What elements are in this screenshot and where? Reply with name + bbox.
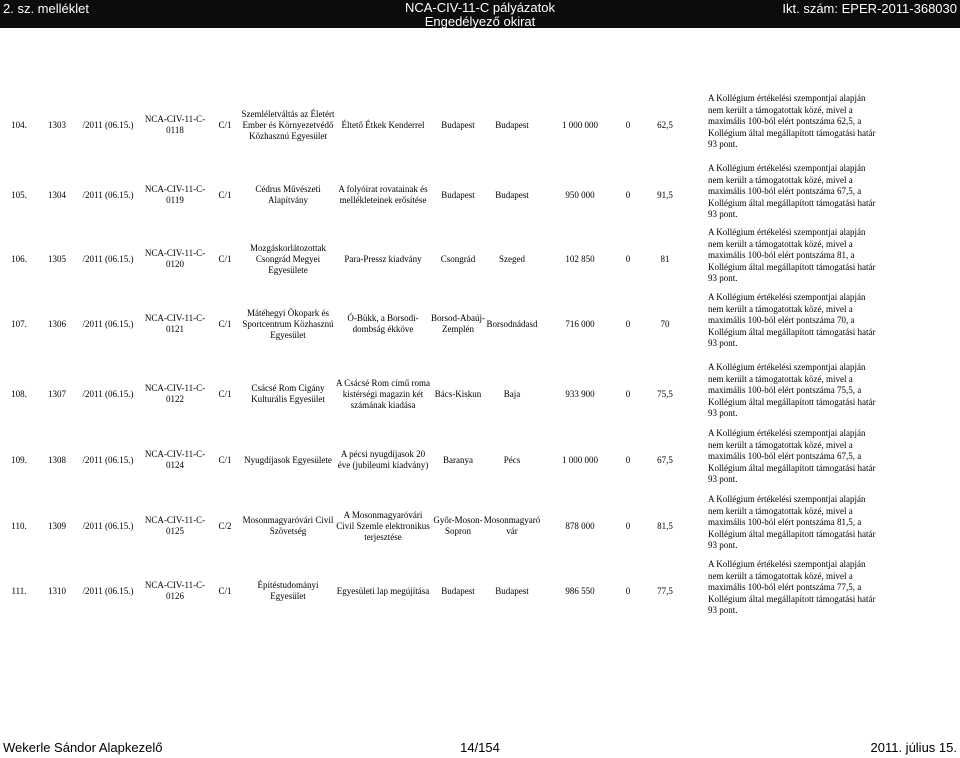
granted-amount: 0 [625,520,631,531]
applicant-name: Cédrus Művészeti Alapítvány [255,184,321,205]
project-title: Para-Pressz kiadvány [344,253,422,264]
page-number: 14/154 [460,740,500,755]
decision-note: A Kollégium értékelési szempontjai alapján nem került a támogatottak közé, mivel a maximális 100-ból elért pontszáma 77,5, a Kollégium által megállapított támogatási határ 93 pont. [708,559,876,615]
decision-note: A Kollégium értékelési szempontjai alapján nem került a támogatottak közé, mivel a maximális 100-ból elért pontszáma 75,5, a Kollégium által megállapított támogatási határ 93 pont. [708,362,876,418]
registry-id: 1309 [48,520,66,531]
score: 81 [660,253,670,264]
row-number: 107. [11,318,27,329]
registry-id: 1307 [48,388,66,399]
registry-date: /2011 (06.15.) [82,253,134,264]
row-number: 105. [11,189,27,200]
footer-organization: Wekerle Sándor Alapkezelő [3,740,163,755]
row-number: 108. [11,388,27,399]
registry-id: 1310 [48,585,66,596]
application-code: NCA-CIV-11-C- 0118 [144,114,206,135]
applicant-name: Csácsé Rom Cigány Kulturális Egyesület [251,383,325,404]
call-type: C/1 [218,318,232,329]
city: Budapest [495,585,529,596]
table-row [0,495,960,557]
call-type: C/1 [218,253,232,264]
title-line-1: NCA-CIV-11-C pályázatok [404,0,556,15]
applicant-name: Nyugdíjasok Egyesülete [244,454,332,465]
requested-amount: 950 000 [565,189,595,200]
file-number: Ikt. szám: EPER-2011-368030 [782,1,957,16]
granted-amount: 0 [625,585,631,596]
call-type: C/1 [218,454,232,465]
score: 81,5 [657,520,673,531]
county: Budapest [441,585,475,596]
page-header [0,0,960,28]
decision-note: A Kollégium értékelési szempontjai alapján nem került a támogatottak közé, mivel a maximális 100-ból elért pontszáma 67,5, a Kollégium által megállapított támogatási határ 93 pont. [708,163,876,219]
registry-date: /2011 (06.15.) [82,454,134,465]
application-code: NCA-CIV-11-C- 0119 [144,184,206,205]
city: Mosonmagyaró vár [483,515,541,536]
registry-date: /2011 (06.15.) [82,520,134,531]
project-title: A pécsi nyugdíjasok 20 éve (jubileumi kiadvány) [337,449,429,470]
applicant-name: Szemléletváltás az Életért Ember és Környezetvédő Közhasznú Egyesület [241,108,335,141]
granted-amount: 0 [625,253,631,264]
project-title: Ó-Bükk, a Borsodi-dombság ékköve [347,313,419,334]
application-code: NCA-CIV-11-C- 0124 [144,449,206,470]
score: 67,5 [657,454,673,465]
score: 62,5 [657,119,673,130]
county: Győr-Moson-Sopron [433,515,483,536]
applicant-name: Mátéhegyi Ökopark és Sportcentrum Közhasznú Egyesület [242,307,334,340]
table-row [0,363,960,425]
footer-date: 2011. július 15. [870,740,957,755]
row-number: 111. [11,585,27,596]
county: Csongrád [440,253,476,264]
county: Bács-Kiskun [434,388,482,399]
table-row [0,164,960,226]
project-title: A folyóirat rovatainak és mellékleteinek erősítése [338,184,428,205]
page-footer [0,738,960,758]
decision-note: A Kollégium értékelési szempontjai alapján nem került a támogatottak közé, mivel a maximális 100-ból elért pontszáma 67,5, a Kollégium által megállapított támogatási határ 93 pont. [708,428,876,484]
table-row [0,560,960,622]
registry-id: 1303 [48,119,66,130]
city: Borsodnádasd [486,318,538,329]
granted-amount: 0 [625,318,631,329]
application-code: NCA-CIV-11-C- 0120 [144,248,206,269]
project-title: Éltető Étkek Kenderrel [341,119,425,130]
project-title: A Csácsé Rom című roma kistérségi magazin két számának kiadása [336,377,430,410]
score: 77,5 [657,585,673,596]
row-number: 109. [11,454,27,465]
registry-id: 1304 [48,189,66,200]
project-title: Egyesületi lap megújítása [336,585,430,596]
registry-date: /2011 (06.15.) [82,585,134,596]
applicant-name: Építéstudományi Egyesület [257,580,319,601]
granted-amount: 0 [625,454,631,465]
granted-amount: 0 [625,189,631,200]
requested-amount: 986 550 [565,585,595,596]
city: Baja [503,388,521,399]
decision-note: A Kollégium értékelési szempontjai alapján nem került a támogatottak közé, mivel a maximális 100-ból elért pontszáma 81, a Kollégium által megállapított támogatási határ 93 pont. [708,227,876,283]
requested-amount: 102 850 [565,253,595,264]
city: Pécs [503,454,521,465]
table-row [0,429,960,491]
city: Budapest [495,119,529,130]
application-code: NCA-CIV-11-C- 0126 [144,580,206,601]
registry-date: /2011 (06.15.) [82,318,134,329]
table-row [0,293,960,355]
city: Budapest [495,189,529,200]
call-type: C/2 [218,520,232,531]
call-type: C/1 [218,388,232,399]
score: 70 [660,318,670,329]
requested-amount: 716 000 [565,318,595,329]
decision-note: A Kollégium értékelési szempontjai alapján nem került a támogatottak közé, mivel a maximális 100-ból elért pontszáma 81,5, a Kollégium által megállapított támogatási határ 93 pont. [708,494,876,550]
table-row [0,94,960,156]
county: Borsod-Abaúj-Zemplén [431,313,485,334]
granted-amount: 0 [625,119,631,130]
requested-amount: 1 000 000 [562,119,598,130]
score: 91,5 [657,189,673,200]
row-number: 104. [11,119,27,130]
call-type: C/1 [218,119,232,130]
registry-id: 1305 [48,253,66,264]
registry-date: /2011 (06.15.) [82,388,134,399]
title-line-2: Engedélyező okirat [424,14,536,29]
application-code: NCA-CIV-11-C- 0125 [144,515,206,536]
city: Szeged [499,253,525,264]
call-type: C/1 [218,585,232,596]
project-title: A Mosonmagyaróvári Civil Szemle elektronikus terjesztése [336,509,430,542]
application-code: NCA-CIV-11-C- 0122 [144,383,206,404]
county: Budapest [441,119,475,130]
applicant-name: Mosonmagyaróvári Civil Szövetség [242,515,334,536]
county: Baranya [443,454,473,465]
granted-amount: 0 [625,388,631,399]
requested-amount: 1 000 000 [562,454,598,465]
score: 75,5 [657,388,673,399]
requested-amount: 878 000 [565,520,595,531]
decision-note: A Kollégium értékelési szempontjai alapján nem került a támogatottak közé, mivel a maximális 100-ból elért pontszáma 70, a Kollégium által megállapított támogatási határ 93 pont. [708,292,876,348]
registry-id: 1306 [48,318,66,329]
requested-amount: 933 900 [565,388,595,399]
annex-label: 2. sz. melléklet [3,1,89,16]
county: Budapest [441,189,475,200]
registry-id: 1308 [48,454,66,465]
call-type: C/1 [218,189,232,200]
row-number: 106. [11,253,27,264]
applicant-name: Mozgáskorlátozottak Csongrád Megyei Egyesülete [250,242,326,275]
table-row [0,228,960,290]
row-number: 110. [11,520,27,531]
application-code: NCA-CIV-11-C- 0121 [144,313,206,334]
registry-date: /2011 (06.15.) [82,119,134,130]
registry-date: /2011 (06.15.) [82,189,134,200]
decision-note: A Kollégium értékelési szempontjai alapján nem került a támogatottak közé, mivel a maximális 100-ból elért pontszáma 62,5, a Kollégium által megállapított támogatási határ 93 pont. [708,93,876,149]
